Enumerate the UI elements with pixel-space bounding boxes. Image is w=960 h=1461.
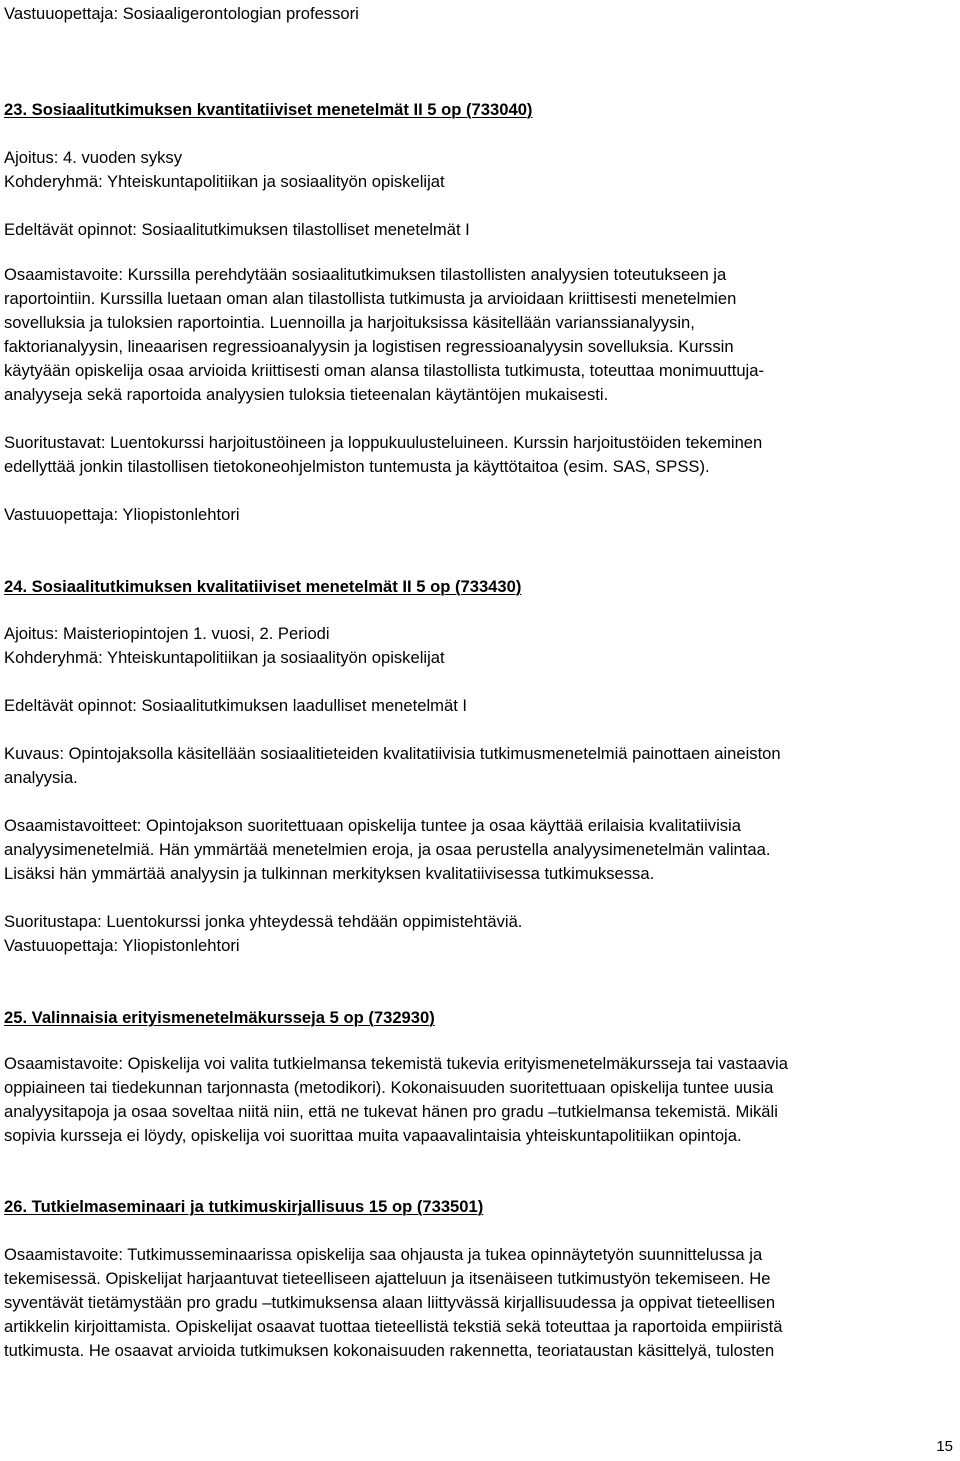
course23-teacher: Vastuuopettaja: Yliopistonlehtori — [4, 505, 240, 524]
course24-goals — [4, 814, 770, 886]
course26-goals-line: syventävät tietämystään pro gradu –tutkimuksensa alaan liittyvässä kirjallisuudessa ja oppivat tieteellisen — [4, 1293, 776, 1312]
course24-description — [4, 742, 781, 790]
course23-goals-line: käytyään opiskelija osaa arvioida kriittisesti oman alansa tilastollista tutkimusta, toteuttaa monimuuttuja- — [4, 361, 764, 380]
course24-description-line: Kuvaus: Opintojaksolla käsitellään sosiaalitieteiden kvalitatiivisia tutkimusmenetelmiä painottaen aineiston — [4, 744, 781, 763]
course26-goals-line: artikkelin kirjoittamista. Opiskelijat osaavat tuottaa tieteellistä tekstiä sekä toteuttaa ja raportoida empiiristä — [4, 1317, 783, 1336]
course26-heading: 26. Tutkielmaseminaari ja tutkimuskirjallisuus 15 op (733501) — [4, 1197, 484, 1216]
course25-goals-line: analyysitapoja ja osaa soveltaa niitä niin, että ne tukevat hänen pro gradu –tutkielmansa tekemistä. Mikäli — [4, 1102, 778, 1121]
course24-goals-line: Osaamistavoitteet: Opintojakson suoritettuaan opiskelija tuntee ja osaa käyttää erilaisia kvalitatiivisia — [4, 816, 741, 835]
course24-teacher: Vastuuopettaja: Yliopistonlehtori — [4, 936, 240, 955]
course25-goals-line: sopivia kursseja ei löydy, opiskelija voi suorittaa muita vapaavalintaisia yhteiskuntapolitiikan opintoja. — [4, 1126, 742, 1145]
course23-goals-line: analyyseja sekä raportoida analyysien tuloksia tieteenalan käytäntöjen mukaisesti. — [4, 385, 609, 404]
page-number: 15 — [936, 1438, 953, 1455]
course24-goals-line: analyysimenetelmiä. Hän ymmärtää menetelmien eroja, ja osaa perustella analyysimenetelmän valintaa. — [4, 840, 771, 859]
course23-methods-line: edellyttää jonkin tilastollisen tietokoneohjelmiston tuntemusta ja käyttötaitoa (esim. SAS, SPSS). — [4, 457, 710, 476]
course26-goals-line: tutkimusta. He osaavat arvioida tutkimuksen kokonaisuuden rakennetta, teoriataustan käsittelyä, tulosten — [4, 1341, 775, 1360]
course26-goals-line: tekemisessä. Opiskelijat harjaantuvat tieteelliseen ajatteluun ja itsenäiseen tutkimustyön tekemiseen. He — [4, 1269, 771, 1288]
course23-target: Kohderyhmä: Yhteiskuntapolitiikan ja sosiaalityön opiskelijat — [4, 172, 445, 191]
course23-methods — [4, 431, 762, 479]
course24-methods: Suoritustapa: Luentokurssi jonka yhteydessä tehdään oppimistehtäviä. — [4, 912, 523, 931]
course24-prereq: Edeltävät opinnot: Sosiaalitutkimuksen laadulliset menetelmät I — [4, 696, 468, 715]
course23-heading: 23. Sosiaalitutkimuksen kvantitatiiviset menetelmät II 5 op (733040) — [4, 100, 533, 119]
course24-goals-line: Lisäksi hän ymmärtää analyysin ja tulkinnan merkityksen kvalitatiivisessa tutkimuksessa. — [4, 864, 655, 883]
course25-goals-line: Osaamistavoite: Opiskelija voi valita tutkielmansa tekemistä tukevia erityismenetelmäkursseja tai vastaavia — [4, 1054, 788, 1073]
course23-goals — [4, 263, 764, 407]
course23-goals-line: sovelluksia ja tuloksien raportointia. Luennoilla ja harjoituksissa käsitellään varianssianalyysin, — [4, 313, 695, 332]
course24-timing: Ajoitus: Maisteriopintojen 1. vuosi, 2. Periodi — [4, 624, 330, 643]
course25-goals-line: oppiaineen tai tiedekunnan tarjonnasta (metodikori). Kokonaisuuden suoritettuaan opiskelija tuntee uusia — [4, 1078, 774, 1097]
course23-goals-line: Osaamistavoite: Kurssilla perehdytään sosiaalitutkimuksen tilastollisten analyysien toteutukseen ja — [4, 265, 727, 284]
course24-heading: 24. Sosiaalitutkimuksen kvalitatiiviset menetelmät II 5 op (733430) — [4, 577, 522, 596]
course26-goals-line: Osaamistavoite: Tutkimusseminaarissa opiskelija saa ohjausta ja tukea opinnäytetyön suunnittelussa ja — [4, 1245, 763, 1264]
course23-methods-line: Suoritustavat: Luentokurssi harjoitustöineen ja loppukuulusteluineen. Kurssin harjoitustöiden tekeminen — [4, 433, 763, 452]
course25-goals — [4, 1052, 788, 1148]
course25-heading: 25. Valinnaisia erityismenetelmäkursseja 5 op (732930) — [4, 1008, 435, 1027]
course22-teacher: Vastuuopettaja: Sosiaaligerontologian professori — [4, 4, 359, 23]
course24-target: Kohderyhmä: Yhteiskuntapolitiikan ja sosiaalityön opiskelijat — [4, 648, 445, 667]
course24-description-line: analyysia. — [4, 768, 78, 787]
course23-timing: Ajoitus: 4. vuoden syksy — [4, 148, 183, 167]
course23-goals-line: faktorianalyysin, lineaarisen regressioanalyysin ja logistisen regressioanalyysin sovelluksia. Kurssin — [4, 337, 734, 356]
course23-goals-line: raportointiin. Kurssilla luetaan oman alan tilastollista tutkimusta ja arvioidaan kriittisesti menetelmien — [4, 289, 737, 308]
course26-goals — [4, 1243, 782, 1363]
course23-prereq: Edeltävät opinnot: Sosiaalitutkimuksen tilastolliset menetelmät I — [4, 220, 470, 239]
